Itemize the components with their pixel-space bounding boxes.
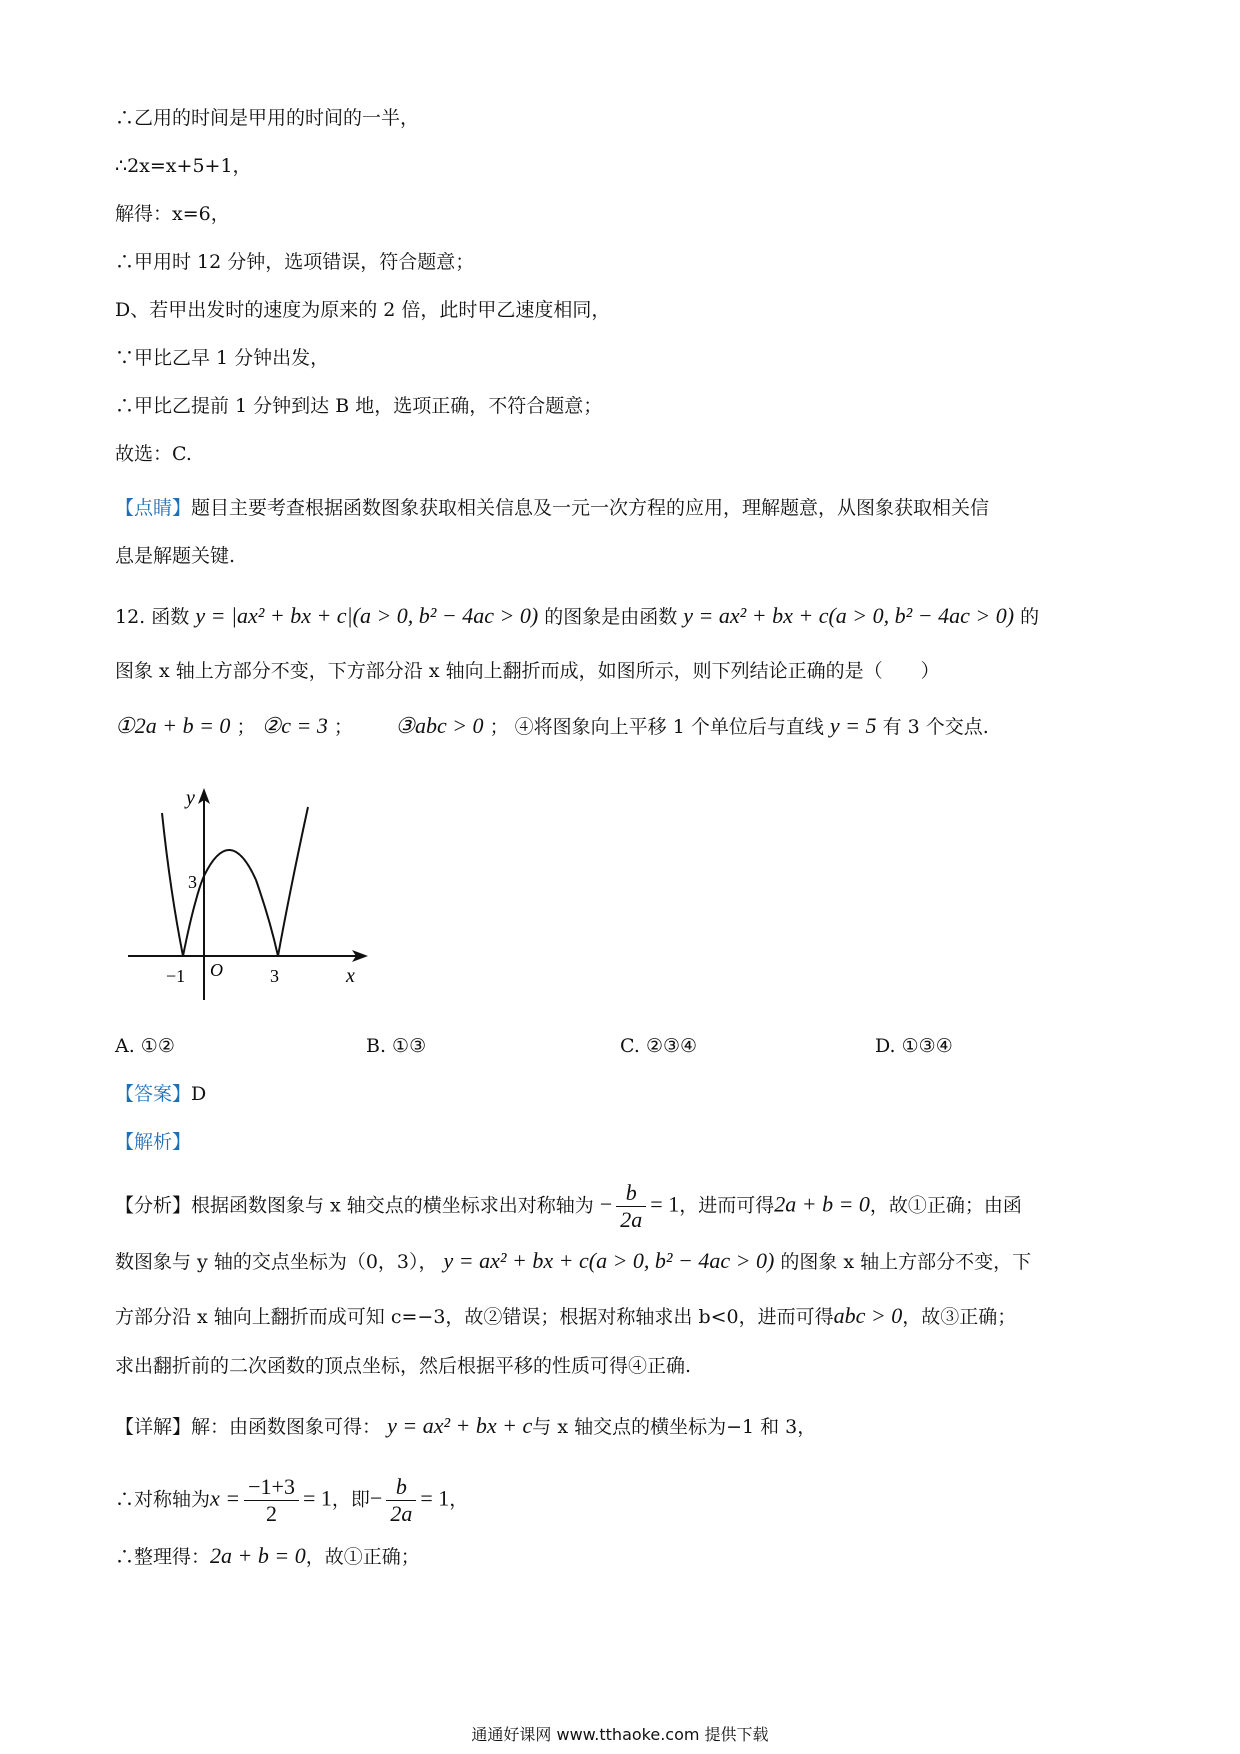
text-line: 故选：C.	[115, 443, 192, 465]
question-conditions	[115, 710, 989, 743]
condition-4-text: ④将图象向上平移 1 个单位后与直线	[514, 716, 824, 738]
formula: y = ax² + bx + c(a > 0, b² − 4ac > 0)	[443, 1248, 775, 1273]
text-line: ∴2x=x+5+1，	[115, 155, 252, 177]
question-line-1	[115, 600, 1039, 633]
xiangjie-text: ∴对称轴为	[115, 1488, 211, 1511]
fenxi-text: ，故①正确；由函	[869, 1194, 1022, 1217]
fenxi-text: 方部分沿 x 轴向上翻折而成可知 c=−3，故②错误；根据对称轴求出 b<0，进而可得	[115, 1306, 834, 1328]
fraction-axis	[386, 1474, 416, 1527]
question-line-2: 图象 x 轴上方部分不变，下方部分沿 x 轴向上翻折而成，如图所示，则下列结论正确的是（ ）	[115, 660, 940, 682]
xiangjie-text: ，	[449, 1488, 469, 1511]
fraction-sign: −	[599, 1191, 613, 1217]
fraction-numerator: b	[616, 1180, 646, 1207]
dianjing-label: 【点睛】	[115, 497, 192, 519]
text-line: D、若甲出发时的速度为原来的 2 倍，此时甲乙速度相同，	[115, 299, 611, 321]
formula: y = ax² + bx + c	[387, 1413, 533, 1438]
separator: ；	[333, 716, 353, 738]
dianjing-paragraph	[115, 492, 989, 524]
fraction-axis	[616, 1180, 646, 1233]
question-text: 的	[1020, 606, 1040, 628]
xiangjie-text: 解：由函数图象可得：	[191, 1416, 382, 1438]
xiangjie-label: 【详解】	[115, 1416, 192, 1438]
separator: ；	[489, 716, 509, 738]
option-c: C. ②③④	[620, 1035, 698, 1057]
fraction-sign: −	[369, 1485, 383, 1511]
fenxi-text: 根据函数图象与 x 轴交点的横坐标求出对称轴为	[191, 1194, 594, 1217]
answer-line	[115, 1078, 206, 1110]
fraction-numerator: −1+3	[244, 1474, 299, 1501]
dianjing-text-cont: 息是解题关键.	[115, 545, 236, 567]
dianjing-text: 题目主要考查根据函数图象获取相关信息及一元一次方程的应用，理解题意，从图象获取相关信	[191, 497, 990, 519]
y-axis-label: y	[186, 787, 195, 809]
page-footer: 通通好课网 www.tthaoke.com 提供下载	[471, 1725, 769, 1744]
tick-label-neg1: −1	[166, 966, 186, 986]
xiangjie-line-2	[115, 1474, 468, 1527]
formula-quadratic: y = ax² + bx + c(a > 0, b² − 4ac > 0)	[683, 603, 1015, 628]
tick-label-3-y: 3	[188, 872, 197, 892]
text-line: ∴甲用时 12 分钟，选项错误，符合题意；	[115, 251, 475, 273]
fraction-denominator: 2	[266, 1501, 278, 1526]
fenxi-line-4: 求出翻折前的二次函数的顶点坐标，然后根据平移的性质可得④正确.	[115, 1355, 692, 1377]
fraction-equals: = 1	[302, 1485, 332, 1511]
xiangjie-text: ∴整理得：	[115, 1546, 211, 1568]
formula: x =	[210, 1485, 241, 1511]
formula: abc > 0	[833, 1303, 903, 1328]
formula: 2a + b = 0	[774, 1191, 870, 1217]
answer-value: D	[191, 1083, 207, 1105]
fenxi-line-3	[115, 1300, 1016, 1333]
fenxi-text: ，故③正确；	[902, 1306, 1017, 1328]
jiexi-label: 【解析】	[115, 1131, 192, 1153]
fenxi-line-2	[115, 1245, 1031, 1278]
option-d: D. ①③④	[875, 1035, 953, 1057]
text-line: ∴乙用的时间是甲用的时间的一半，	[115, 107, 420, 129]
separator: ；	[236, 716, 256, 738]
text-line: 解得：x=6，	[115, 203, 230, 225]
fraction-equals: = 1	[650, 1191, 680, 1217]
text-line: ∴甲比乙提前 1 分钟到达 B 地，选项正确，不符合题意；	[115, 395, 603, 417]
option-a: A. ①②	[115, 1035, 175, 1057]
fenxi-text: 数图象与 y 轴的交点坐标为（0，3），	[115, 1251, 438, 1273]
condition-1: ①2a + b = 0	[115, 713, 231, 738]
function-graph	[120, 780, 380, 1010]
condition-4-text: 有 3 个交点.	[882, 716, 989, 738]
formula-abs: y = |ax² + bx + c|(a > 0, b² − 4ac > 0)	[195, 603, 539, 628]
condition-4-formula: y = 5	[829, 713, 877, 738]
fenxi-line-1	[115, 1180, 1022, 1233]
xiangjie-line-1	[115, 1410, 816, 1443]
condition-3: ③abc > 0	[395, 713, 484, 738]
condition-2: ②c = 3	[261, 713, 328, 738]
xiangjie-text: ，故①正确；	[305, 1546, 420, 1568]
fenxi-label: 【分析】	[115, 1194, 192, 1217]
origin-label: O	[210, 960, 223, 980]
jiexi-line	[115, 1126, 191, 1158]
x-axis-label: x	[346, 965, 355, 987]
fenxi-text: ，进而可得	[679, 1194, 775, 1217]
fraction-denominator: 2a	[390, 1501, 413, 1526]
fraction-equals: = 1	[420, 1485, 450, 1511]
fenxi-text: 的图象 x 轴上方部分不变，下	[780, 1251, 1032, 1273]
fraction-axis-value	[244, 1474, 299, 1527]
xiangjie-text: ，即	[331, 1488, 370, 1511]
tick-label-3-x: 3	[270, 966, 279, 986]
fraction-denominator: 2a	[620, 1207, 643, 1232]
question-text: 函数	[151, 606, 190, 628]
text-line: ∵甲比乙早 1 分钟出发，	[115, 347, 330, 369]
answer-label: 【答案】	[115, 1083, 192, 1105]
xiangjie-text: 与 x 轴交点的横坐标为−1 和 3，	[532, 1416, 817, 1438]
question-text: 的图象是由函数	[544, 606, 678, 628]
graph-curve	[162, 807, 308, 956]
xiangjie-line-3	[115, 1540, 420, 1573]
question-number: 12.	[115, 606, 146, 628]
formula: 2a + b = 0	[210, 1543, 306, 1568]
fraction-numerator: b	[386, 1474, 416, 1501]
option-b: B. ①③	[366, 1035, 427, 1057]
